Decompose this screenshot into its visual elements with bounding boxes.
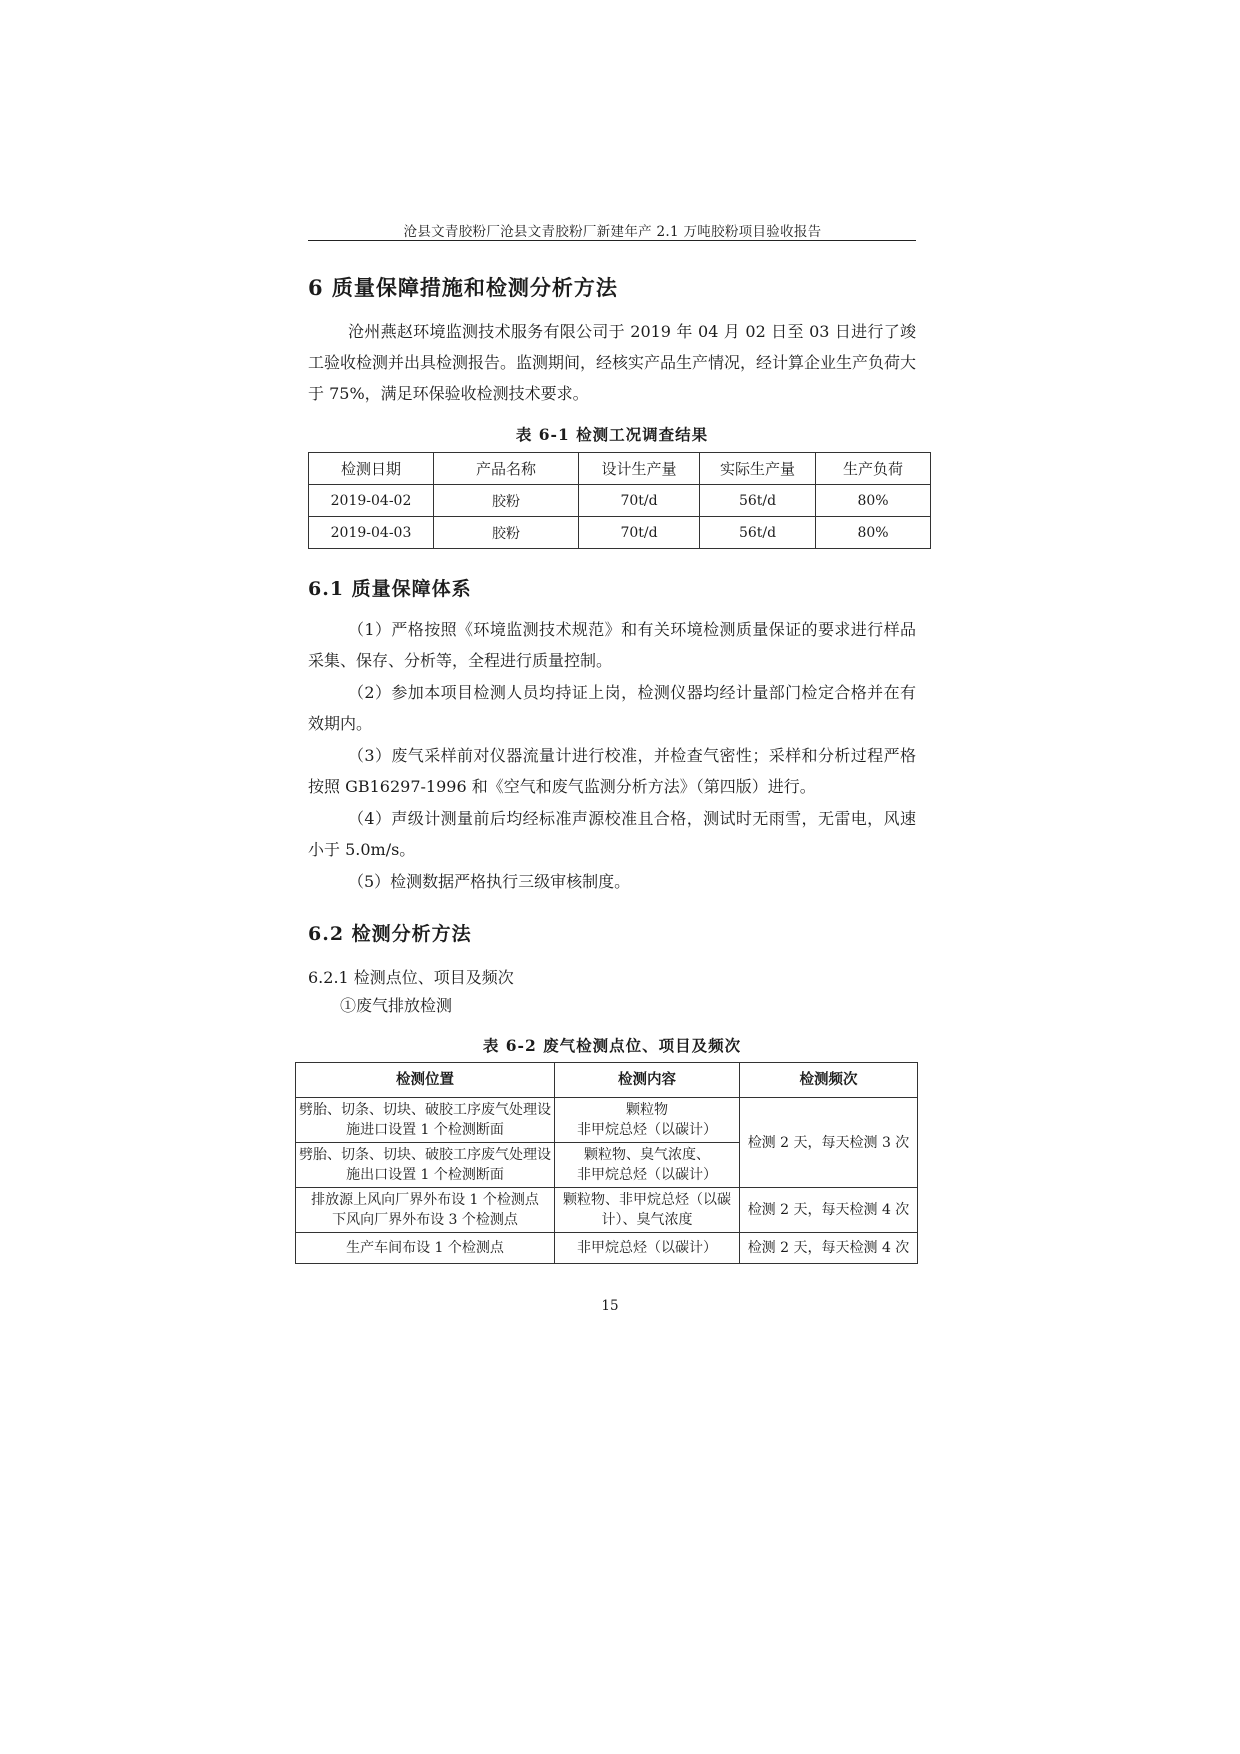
- table-row: [296, 1098, 918, 1143]
- table-cell: 胶粉: [434, 485, 579, 517]
- section-6-2-1-title: 6.2.1 检测点位、项目及频次: [308, 968, 514, 987]
- qa-item-3: （3）废气采样前对仪器流量计进行校准，并检查气密性；采样和分析过程严格按照 GB16297-1996 和《空气和废气监测分析方法》（第四版）进行。: [308, 746, 916, 796]
- qa-item-5: （5）检测数据严格执行三级审核制度。: [348, 872, 631, 891]
- table-cell: 生产车间布设 1 个检测点: [296, 1233, 555, 1264]
- section-6-intro: 沧州燕赵环境监测技术服务有限公司于 2019 年 04 月 02 日至 03 日进行了竣工验收检测并出具检测报告。监测期间，经核实产品生产情况，经计算企业生产负荷大于 75%，满足环保验收检测技术要求。: [308, 322, 917, 403]
- running-header: 沧县文青胶粉厂沧县文青胶粉厂新建年产 2.1 万吨胶粉项目验收报告: [403, 224, 822, 240]
- table-cell: 2019-04-03: [309, 517, 434, 549]
- table-cell: 检测 2 天，每天检测 3 次: [740, 1098, 918, 1188]
- qa-item-4: （4）声级计测量前后均经标准声源校准且合格，测试时无雨雪，无雷电，风速小于 5.0m/s。: [308, 809, 916, 859]
- table-header-row: [309, 453, 931, 485]
- table-cell: 颗粒物 非甲烷总烃（以碳计）: [555, 1098, 740, 1143]
- section-6-1-title: 6.1 质量保障体系: [308, 578, 472, 600]
- section-6-2-title: 6.2 检测分析方法: [308, 923, 472, 945]
- page-number: 15: [601, 1298, 619, 1314]
- qa-item-2: （2）参加本项目检测人员均持证上岗，检测仪器均经计量部门检定合格并在有效期内。: [308, 683, 916, 733]
- table-cell: 80%: [816, 485, 931, 517]
- waste-gas-subitem: ①废气排放检测: [340, 996, 453, 1015]
- table-header-cell: 设计生产量: [579, 453, 700, 485]
- table-row: [309, 485, 931, 517]
- table-header-cell: 检测内容: [555, 1063, 740, 1098]
- table-row: [296, 1233, 918, 1264]
- table-cell: 劈胎、切条、切块、破胶工序废气处理设施出口设置 1 个检测断面: [296, 1143, 555, 1188]
- table-6-2: [295, 1062, 918, 1264]
- table-cell: 排放源上风向厂界外布设 1 个检测点 下风向厂界外布设 3 个检测点: [296, 1188, 555, 1233]
- table-6-1-caption: 表 6-1 检测工况调查结果: [515, 425, 709, 444]
- table-row: [309, 517, 931, 549]
- table-cell: 颗粒物、非甲烷总烃（以碳计）、臭气浓度: [555, 1188, 740, 1233]
- table-cell: 检测 2 天，每天检测 4 次: [740, 1233, 918, 1264]
- table-header-row: [296, 1063, 918, 1098]
- table-cell: 56t/d: [700, 485, 816, 517]
- table-cell: 56t/d: [700, 517, 816, 549]
- qa-item-1: （1）严格按照《环境监测技术规范》和有关环境检测质量保证的要求进行样品采集、保存、分析等，全程进行质量控制。: [308, 620, 916, 670]
- table-cell: 非甲烷总烃（以碳计）: [555, 1233, 740, 1264]
- table-header-cell: 产品名称: [434, 453, 579, 485]
- table-row: [296, 1188, 918, 1233]
- header-rule: [308, 240, 916, 241]
- table-cell: 70t/d: [579, 485, 700, 517]
- table-cell: 胶粉: [434, 517, 579, 549]
- table-6-2-caption: 表 6-2 废气检测点位、项目及频次: [482, 1036, 742, 1055]
- table-header-cell: 实际生产量: [700, 453, 816, 485]
- table-cell: 2019-04-02: [309, 485, 434, 517]
- table-6-1: [308, 452, 931, 549]
- table-header-cell: 检测位置: [296, 1063, 555, 1098]
- table-cell: 劈胎、切条、切块、破胶工序废气处理设施进口设置 1 个检测断面: [296, 1098, 555, 1143]
- table-cell: 颗粒物、臭气浓度、 非甲烷总烃（以碳计）: [555, 1143, 740, 1188]
- table-header-cell: 检测频次: [740, 1063, 918, 1098]
- table-header-cell: 检测日期: [309, 453, 434, 485]
- section-6-title: 6 质量保障措施和检测分析方法: [308, 275, 618, 300]
- table-cell: 检测 2 天，每天检测 4 次: [740, 1188, 918, 1233]
- table-cell: 70t/d: [579, 517, 700, 549]
- table-header-cell: 生产负荷: [816, 453, 931, 485]
- table-cell: 80%: [816, 517, 931, 549]
